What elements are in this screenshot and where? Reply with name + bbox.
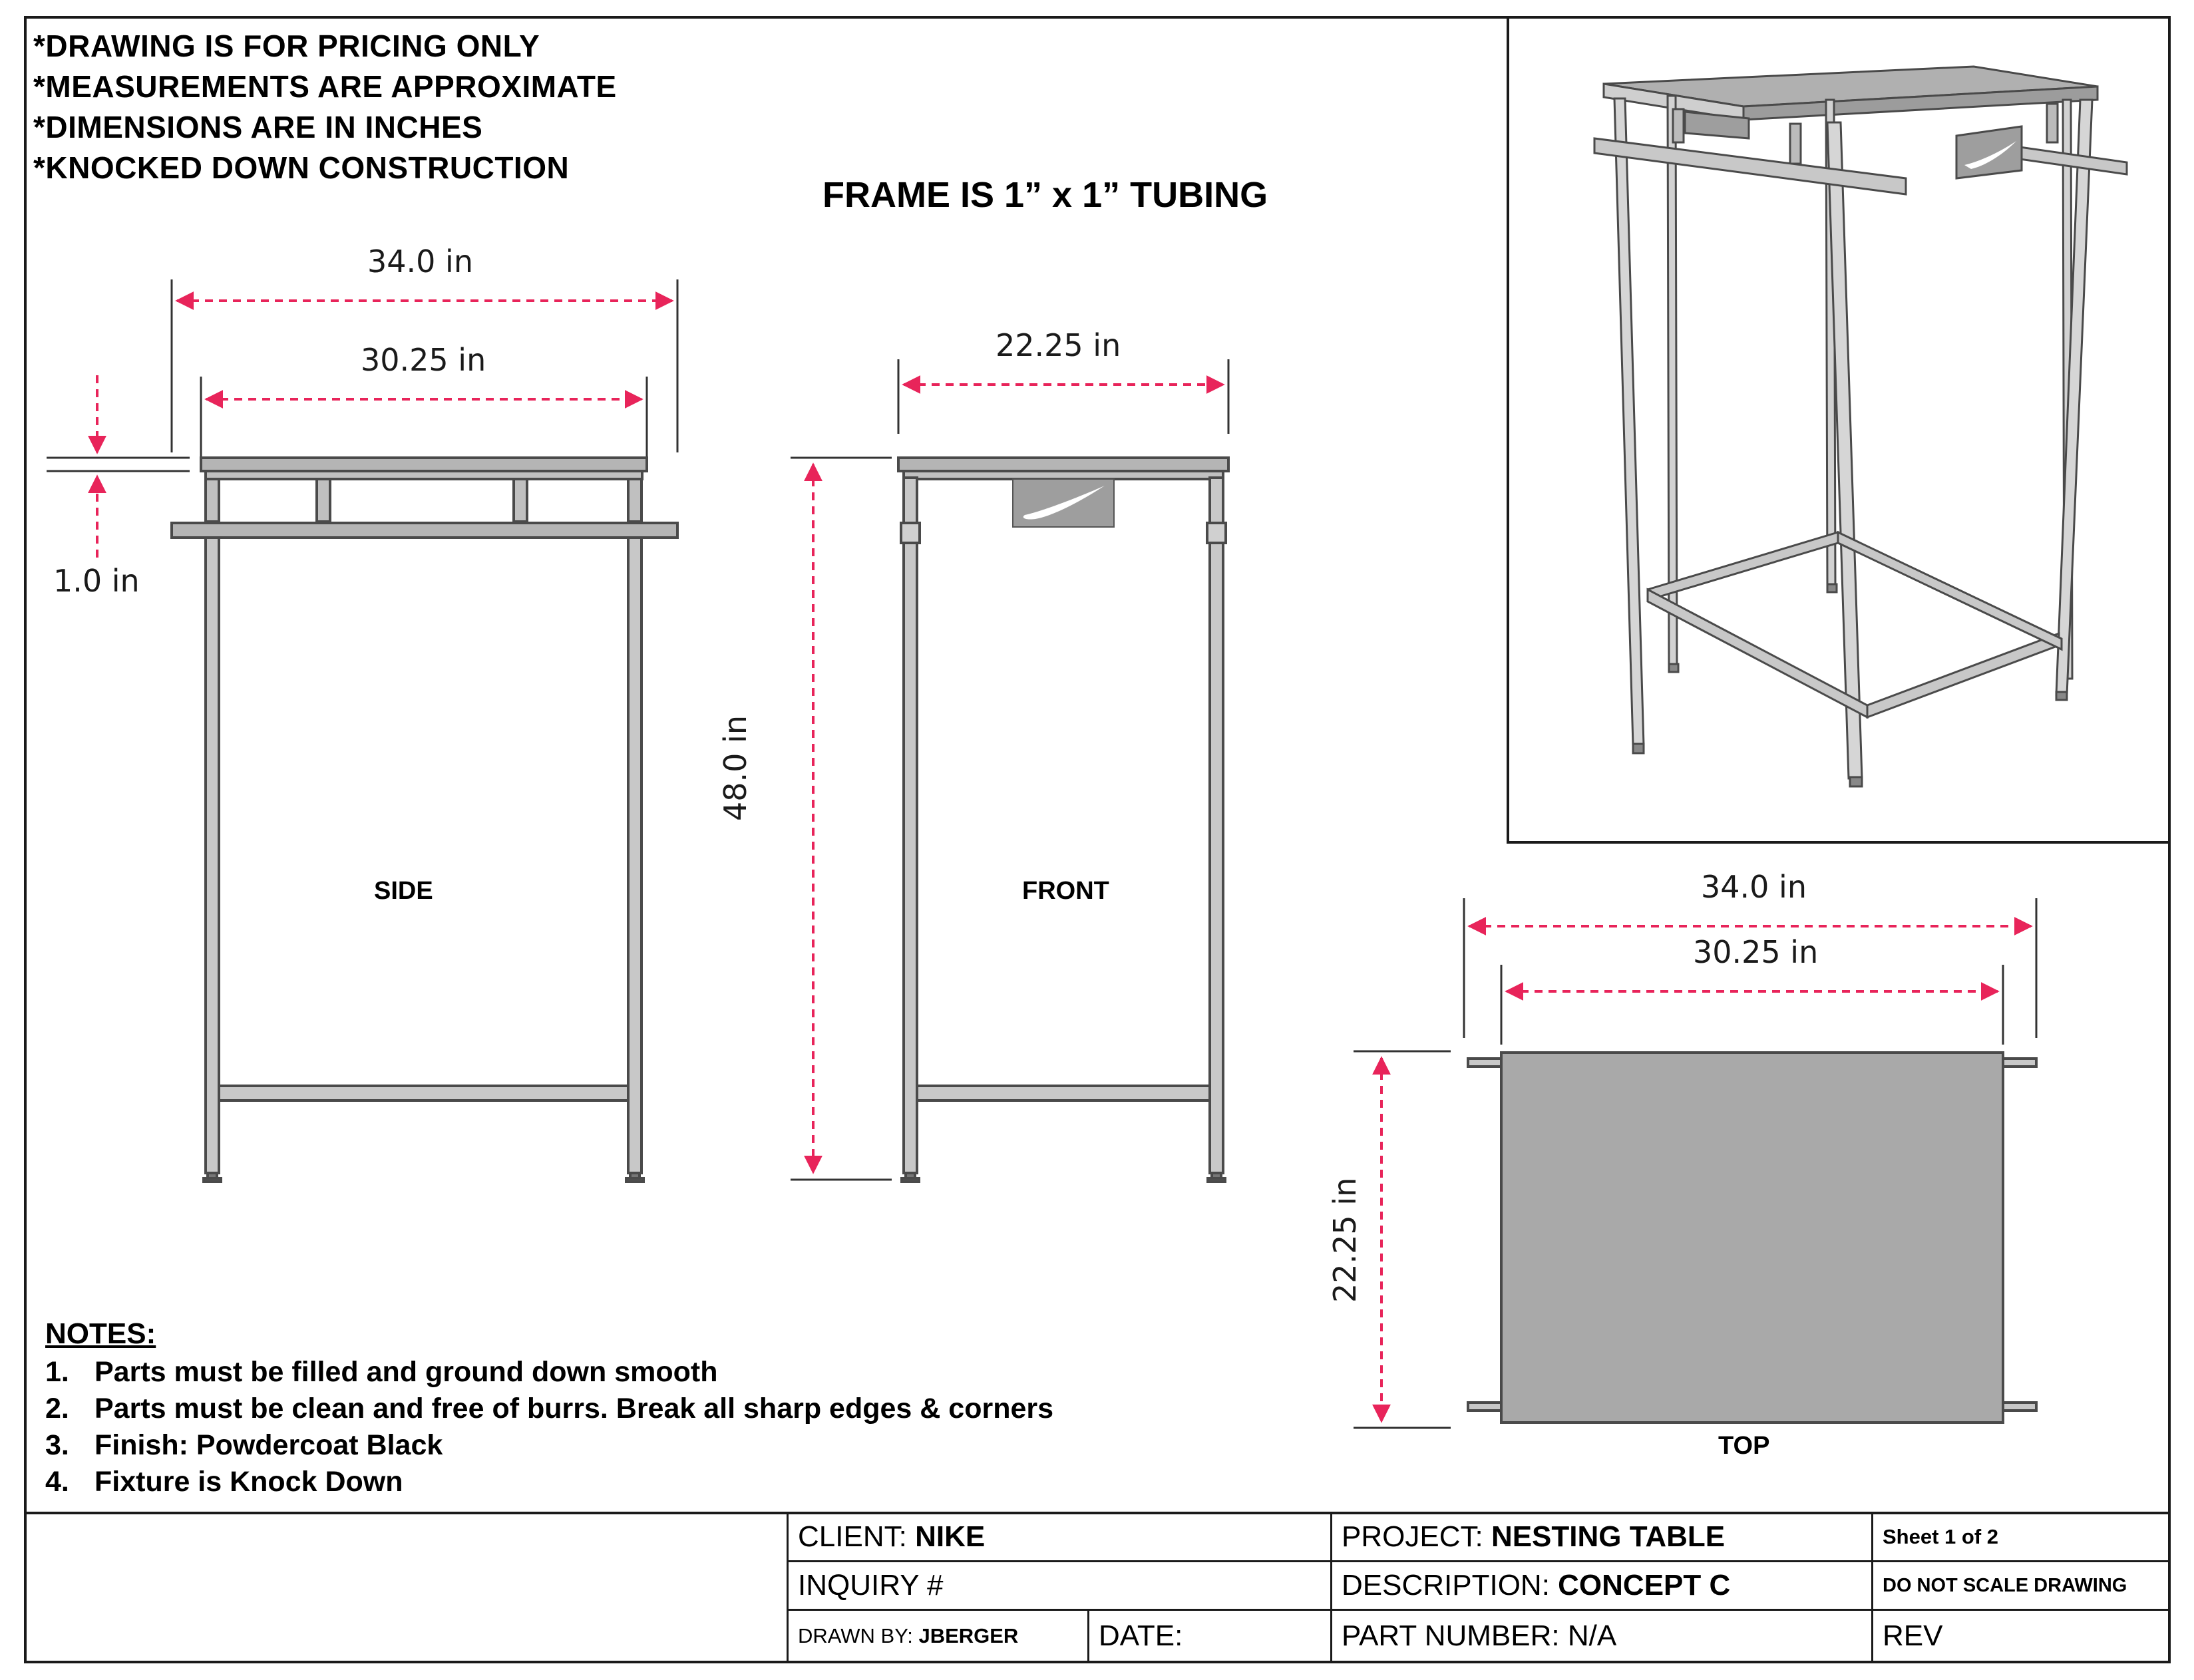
side-dim-overall-text: 34.0 in: [367, 244, 473, 279]
isometric-view: [1594, 67, 2127, 786]
general-note-2: *MEASUREMENTS ARE APPROXIMATE: [33, 69, 617, 104]
client-cell: CLIENT: NIKE: [787, 1512, 1332, 1562]
frame-tubing-note: FRAME IS 1” x 1” TUBING: [823, 175, 1268, 215]
part-number-cell: PART NUMBER: N/A: [1330, 1609, 1873, 1663]
side-view: [47, 279, 677, 1182]
top-dim-depth-text: 22.25 in: [1327, 1177, 1363, 1303]
do-not-scale-cell: DO NOT SCALE DRAWING: [1871, 1560, 2171, 1611]
side-dim-thickness-text: 1.0 in: [53, 563, 140, 599]
note-item: 4. Fixture is Knock Down: [45, 1466, 403, 1498]
note-item: 3. Finish: Powdercoat Black: [45, 1429, 443, 1461]
general-note-1: *DRAWING IS FOR PRICING ONLY: [33, 29, 540, 63]
drawn-by-cell: DRAWN BY: JBERGER: [787, 1609, 1089, 1663]
project-cell: PROJECT: NESTING TABLE: [1330, 1512, 1873, 1562]
notes-heading: NOTES:: [45, 1317, 156, 1350]
general-note-4: *KNOCKED DOWN CONSTRUCTION: [33, 150, 570, 185]
top-view-label: TOP: [1718, 1432, 1770, 1460]
front-view: [791, 359, 1228, 1182]
front-view-label: FRONT: [1022, 877, 1109, 905]
top-dim-inner-text: 30.25 in: [1693, 934, 1819, 970]
rev-cell: REV: [1871, 1609, 2171, 1663]
top-dim-overall-text: 34.0 in: [1701, 869, 1807, 905]
sheet-cell: Sheet 1 of 2: [1871, 1512, 2171, 1562]
inquiry-cell: INQUIRY #: [787, 1560, 1332, 1611]
top-view: [1354, 898, 2036, 1428]
date-cell: DATE:: [1087, 1609, 1332, 1663]
side-dim-inner-text: 30.25 in: [361, 342, 486, 378]
description-cell: DESCRIPTION: CONCEPT C: [1330, 1560, 1873, 1611]
front-dim-width-text: 22.25 in: [996, 327, 1121, 363]
note-item: 1. Parts must be filled and ground down smooth: [45, 1356, 718, 1388]
note-item: 2. Parts must be clean and free of burrs. Break all sharp edges & corners: [45, 1393, 1054, 1425]
general-note-3: *DIMENSIONS ARE IN INCHES: [33, 110, 483, 144]
front-dim-height-text: 48.0 in: [717, 715, 753, 821]
side-view-label: SIDE: [374, 877, 433, 905]
